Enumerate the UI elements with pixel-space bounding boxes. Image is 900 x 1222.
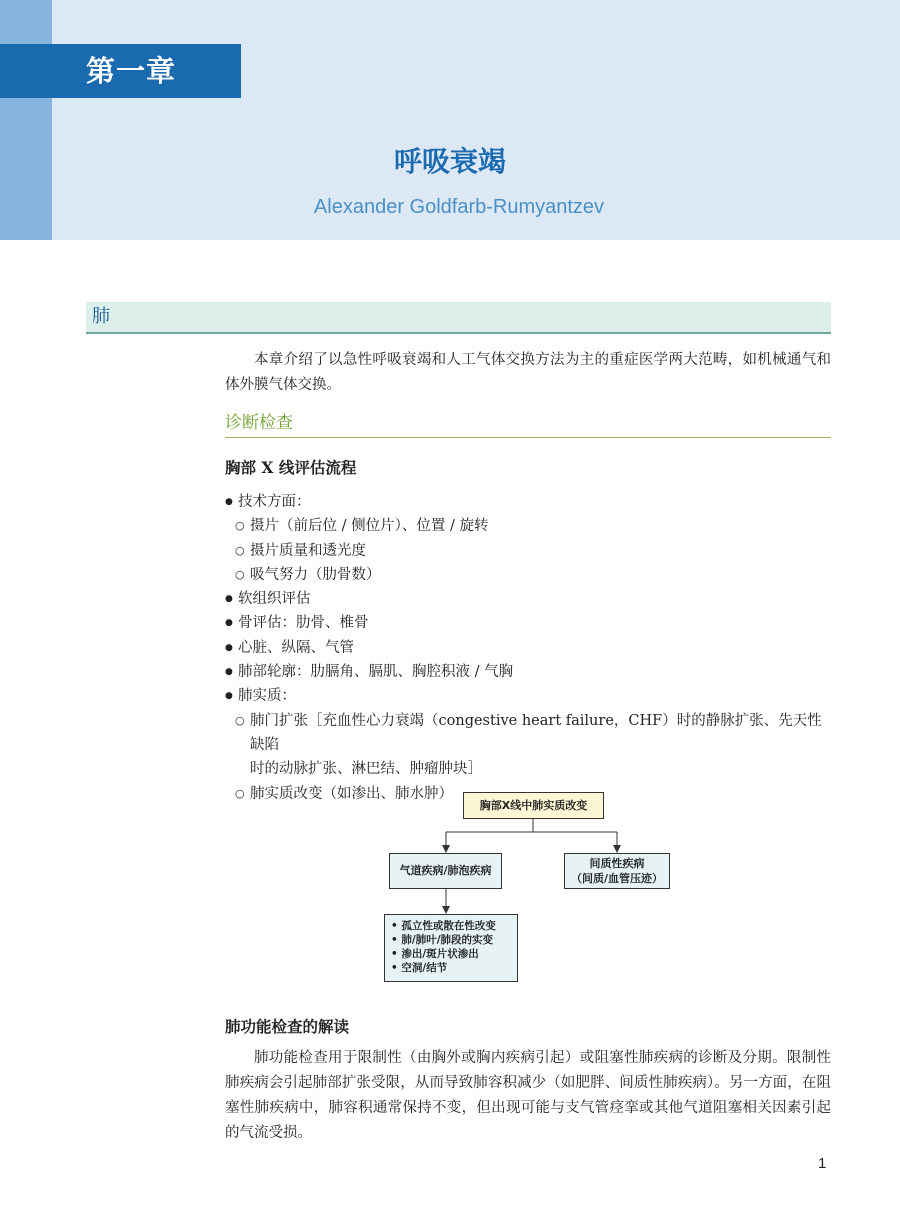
page-number: 1 — [818, 1155, 827, 1172]
list-item: ○ 肺实质改变（如渗出、肺水肿） — [225, 782, 835, 806]
list-item: ● 心脏、纵隔、气管 — [225, 636, 835, 660]
list-item: ○ 摄片质量和透光度 — [225, 539, 835, 563]
chapter-author: Alexander Goldfarb-Rumyantzev — [313, 196, 605, 218]
list-item: ○ 肺门扩张［充血性心力衰竭（congestive heart failure，CHF）时的静脉扩张、先天性缺陷 — [225, 709, 835, 758]
list-item: ○ 摄片（前后位 / 侧位片）、位置 / 旋转 — [225, 514, 835, 538]
flowchart-left-box: 气道疾病/肺泡疾病 — [389, 853, 502, 889]
flowchart-top-box: 胸部X线中肺实质改变 — [463, 792, 604, 819]
list-item: ● 骨评估：肋骨、椎骨 — [225, 611, 835, 635]
list-item-continuation: 时的动脉扩张、淋巴结、肿瘤肿块］ — [250, 761, 482, 778]
list-item: ● 肺实质： — [225, 684, 835, 708]
chest-xray-heading: 胸部 X 线评估流程 — [225, 458, 357, 477]
intro-paragraph: 本章介绍了以急性呼吸衰竭和人工气体交换方法为主的重症医学两大范畴，如机械通气和体外膜气体交换。 — [225, 352, 831, 393]
flowchart-right-line2: （间质/血管压迹） — [570, 872, 664, 885]
flowchart-bottom-item: • 渗出/斑片状渗出 — [391, 948, 479, 960]
subsection-title: 诊断检查 — [225, 410, 831, 438]
chapter-label: 第一章 — [86, 54, 177, 88]
flowchart-right-box — [564, 853, 670, 889]
list-item: ○ 吸气努力（肋骨数） — [225, 563, 835, 587]
flowchart-bottom-item: • 空洞/结节 — [391, 962, 448, 974]
list-item: ● 软组织评估 — [225, 587, 835, 611]
chapter-title: 呼吸衰竭 — [393, 145, 506, 178]
flowchart-right-line1: 间质性疾病 — [589, 857, 645, 870]
pft-heading: 肺功能检查的解读 — [225, 1017, 350, 1036]
flowchart-bottom-box — [384, 914, 518, 982]
list-item: ● 技术方面： — [225, 490, 835, 514]
pft-paragraph: 肺功能检查用于限制性（由胸外或胸内疾病引起）或阻塞性肺疾病的诊断及分期。限制性肺疾病会引起肺部扩张受限，从而导致肺容积减少（如肥胖、间质性肺疾病）。另一方面，在阻塞性肺疾病中，肺容积通常保持不变，但出现可能与支气管痉挛或其他气道阻塞相关因素引起的气流受损。 — [225, 1050, 831, 1141]
section-title: 肺 — [92, 306, 110, 327]
flowchart-bottom-item: • 孤立性或散在性改变 — [391, 920, 496, 932]
flowchart-bottom-item: • 肺/肺叶/肺段的实变 — [391, 934, 494, 946]
list-item: ● 肺部轮廓：肋膈角、膈肌、胸腔积液 / 气胸 — [225, 660, 835, 684]
